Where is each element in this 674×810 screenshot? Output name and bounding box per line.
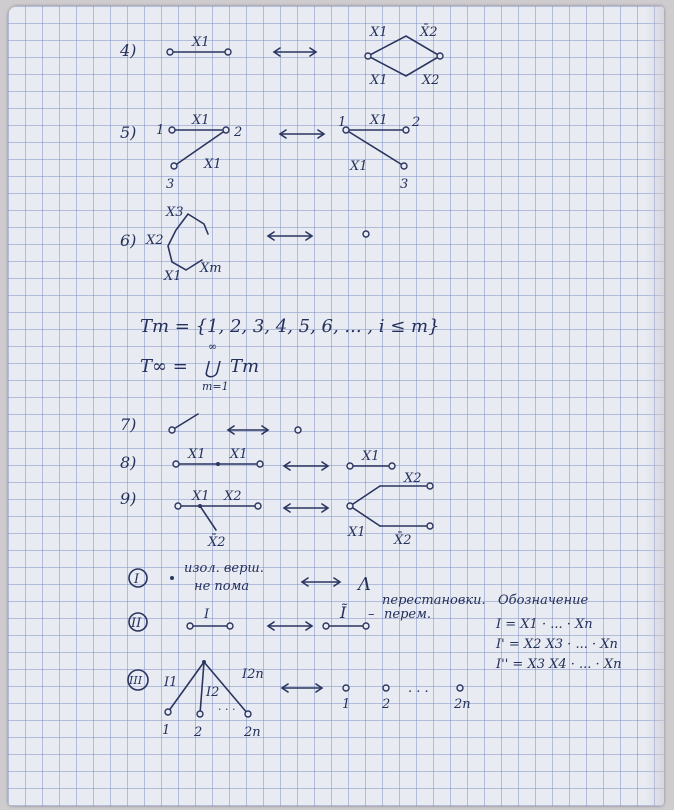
r8-left-e1-label: X1 [188, 447, 206, 462]
rIII-leaf-1 [165, 709, 171, 715]
r5-left-v2 [223, 127, 229, 133]
r5-right-v2-label: 2 [412, 115, 421, 130]
row-9-number: 9) [120, 489, 137, 508]
r8-left-v1 [173, 461, 179, 467]
r9-left-branch [200, 506, 216, 530]
rIII-v2n-label: 2n [244, 725, 261, 740]
rIII-v1-label: 1 [162, 723, 171, 738]
r7-vertex [169, 427, 175, 433]
r5-left-v2-label: 2 [234, 125, 243, 140]
rIII-right-v2n [457, 685, 463, 691]
row-4-number: 4) [120, 41, 137, 60]
r7-right-vertex [295, 427, 301, 433]
rII-right-v1 [323, 623, 329, 629]
r8-right-e-label: X1 [362, 449, 380, 464]
rIII-edge-2 [200, 662, 204, 714]
r6-x1-label: X1 [164, 269, 182, 284]
formula-tinf-union: ⋃ [204, 358, 219, 379]
r8-right-v1 [347, 463, 353, 469]
rIII-root [202, 660, 206, 664]
rII-left-v2 [227, 623, 233, 629]
r8-right-v2 [389, 463, 395, 469]
r6-x3-label: X3 [166, 205, 184, 220]
r9-left-x2bar-label: X̄2 [208, 535, 226, 550]
r9-left-v1 [175, 503, 181, 509]
r5-left-e1-label: X1 [192, 113, 210, 128]
r9-left-x2-label: X2 [224, 489, 242, 504]
r5-left-v1 [169, 127, 175, 133]
rIII-leaf-2 [197, 711, 203, 717]
r5-right-v3-label: 3 [400, 177, 409, 192]
r5-left-v3 [171, 163, 177, 169]
notebook-page [8, 6, 664, 806]
rIII-right-v2n-label: 2n [454, 697, 471, 712]
notation-title: Обозначение [498, 593, 589, 608]
r9-right-x2bar-label: X̄2 [394, 533, 412, 548]
rIII-right-v1 [343, 685, 349, 691]
rII-left-edge-label: I [204, 607, 210, 622]
rII-note-top: перестановки. [382, 593, 486, 608]
formula-tinf-lhs: T∞ = [140, 356, 188, 377]
roman-III-number: III [129, 674, 143, 687]
rI-dot [170, 576, 174, 580]
formula-tinf-rhs: Tm [230, 356, 260, 377]
row-7-number: 7) [120, 415, 137, 434]
r5-right-v1-label: 1 [338, 115, 347, 130]
r5-right-v2 [403, 127, 409, 133]
rII-note-bottom: перем. [384, 607, 431, 622]
rIII-i2n-label: I2n [242, 667, 264, 682]
rI-result: Λ [358, 574, 371, 595]
r4-right-diamond [368, 36, 440, 76]
notation-line-3: I'' = X3 X4 · ... · Xn [496, 657, 622, 672]
r4-right-right-vertex [437, 53, 443, 59]
formula-tm: Tm = {1, 2, 3, 4, 5, 6, ... , i ≤ m} [140, 316, 440, 337]
r6-xm-label: Xm [200, 261, 222, 276]
rIII-i2-label: I2 [206, 685, 220, 700]
r5-left-v1-label: 1 [156, 123, 165, 138]
r4-right-left-vertex [365, 53, 371, 59]
r9-right-top-end [427, 483, 433, 489]
row-5-number: 5) [120, 123, 137, 142]
r9-left-mid [198, 504, 202, 508]
r9-right-down [350, 506, 380, 526]
row-8-number: 8) [120, 453, 137, 472]
r5-right-e1-label: X1 [370, 113, 388, 128]
rI-text-line1: изол. верш. [184, 561, 264, 576]
r9-left-v3 [255, 503, 261, 509]
rII-dash: – [368, 607, 375, 622]
r5-left-e2-label: X1 [204, 157, 222, 172]
rII-right-v2 [363, 623, 369, 629]
formula-tinf-bottom: m=1 [202, 380, 229, 393]
rIII-right-dots: . . . [408, 681, 429, 696]
r4-left-edge-label: X1 [192, 35, 210, 50]
r5-right-e2-label: X1 [350, 159, 368, 174]
r4-left-v2 [225, 49, 231, 55]
r4-right-top-left-label: X1 [370, 25, 388, 40]
row-6-number: 6) [120, 231, 137, 250]
r8-left-e2-label: X1 [230, 447, 248, 462]
rIII-i1-label: I1 [164, 675, 178, 690]
r7-half-edge [172, 414, 198, 430]
r4-right-top-right-label: X̄2 [420, 25, 438, 40]
r9-left-x1-label: X1 [192, 489, 210, 504]
rII-left-v1 [187, 623, 193, 629]
formula-tinf-top: ∞ [208, 340, 218, 353]
r9-right-x1-label: X1 [348, 525, 366, 540]
r9-right-x2-label: X2 [404, 471, 422, 486]
notation-line-1: I = X1 · ... · Xn [496, 617, 593, 632]
handwritten-notes [8, 6, 664, 806]
r5-right-v3 [401, 163, 407, 169]
r9-right-root [347, 503, 353, 509]
rIII-right-v2-label: 2 [382, 697, 391, 712]
rII-right-edge-label: Ĩ [340, 603, 347, 622]
r6-right-vertex [363, 231, 369, 237]
r8-left-v2 [257, 461, 263, 467]
rIII-leaf-2n [245, 711, 251, 717]
rIII-right-v2 [383, 685, 389, 691]
rI-text-line2: не пома [194, 579, 250, 594]
r9-right-bottom-end [427, 523, 433, 529]
r5-left-v3-label: 3 [166, 177, 175, 192]
r4-left-v1 [167, 49, 173, 55]
rIII-dots: . . . [218, 700, 236, 713]
r8-left-mid [216, 462, 220, 466]
rIII-right-v1-label: 1 [342, 697, 351, 712]
r4-right-bottom-right-label: X2 [422, 73, 440, 88]
roman-I-number: I [134, 572, 140, 587]
notation-line-2: I' = X2 X3 · ... · Xn [496, 637, 618, 652]
r9-right-up [350, 486, 380, 506]
r4-right-bottom-left-label: X1 [370, 73, 388, 88]
r6-x2-label: X2 [146, 233, 164, 248]
roman-II-number: II [131, 616, 142, 631]
rIII-v2-label: 2 [194, 725, 203, 740]
